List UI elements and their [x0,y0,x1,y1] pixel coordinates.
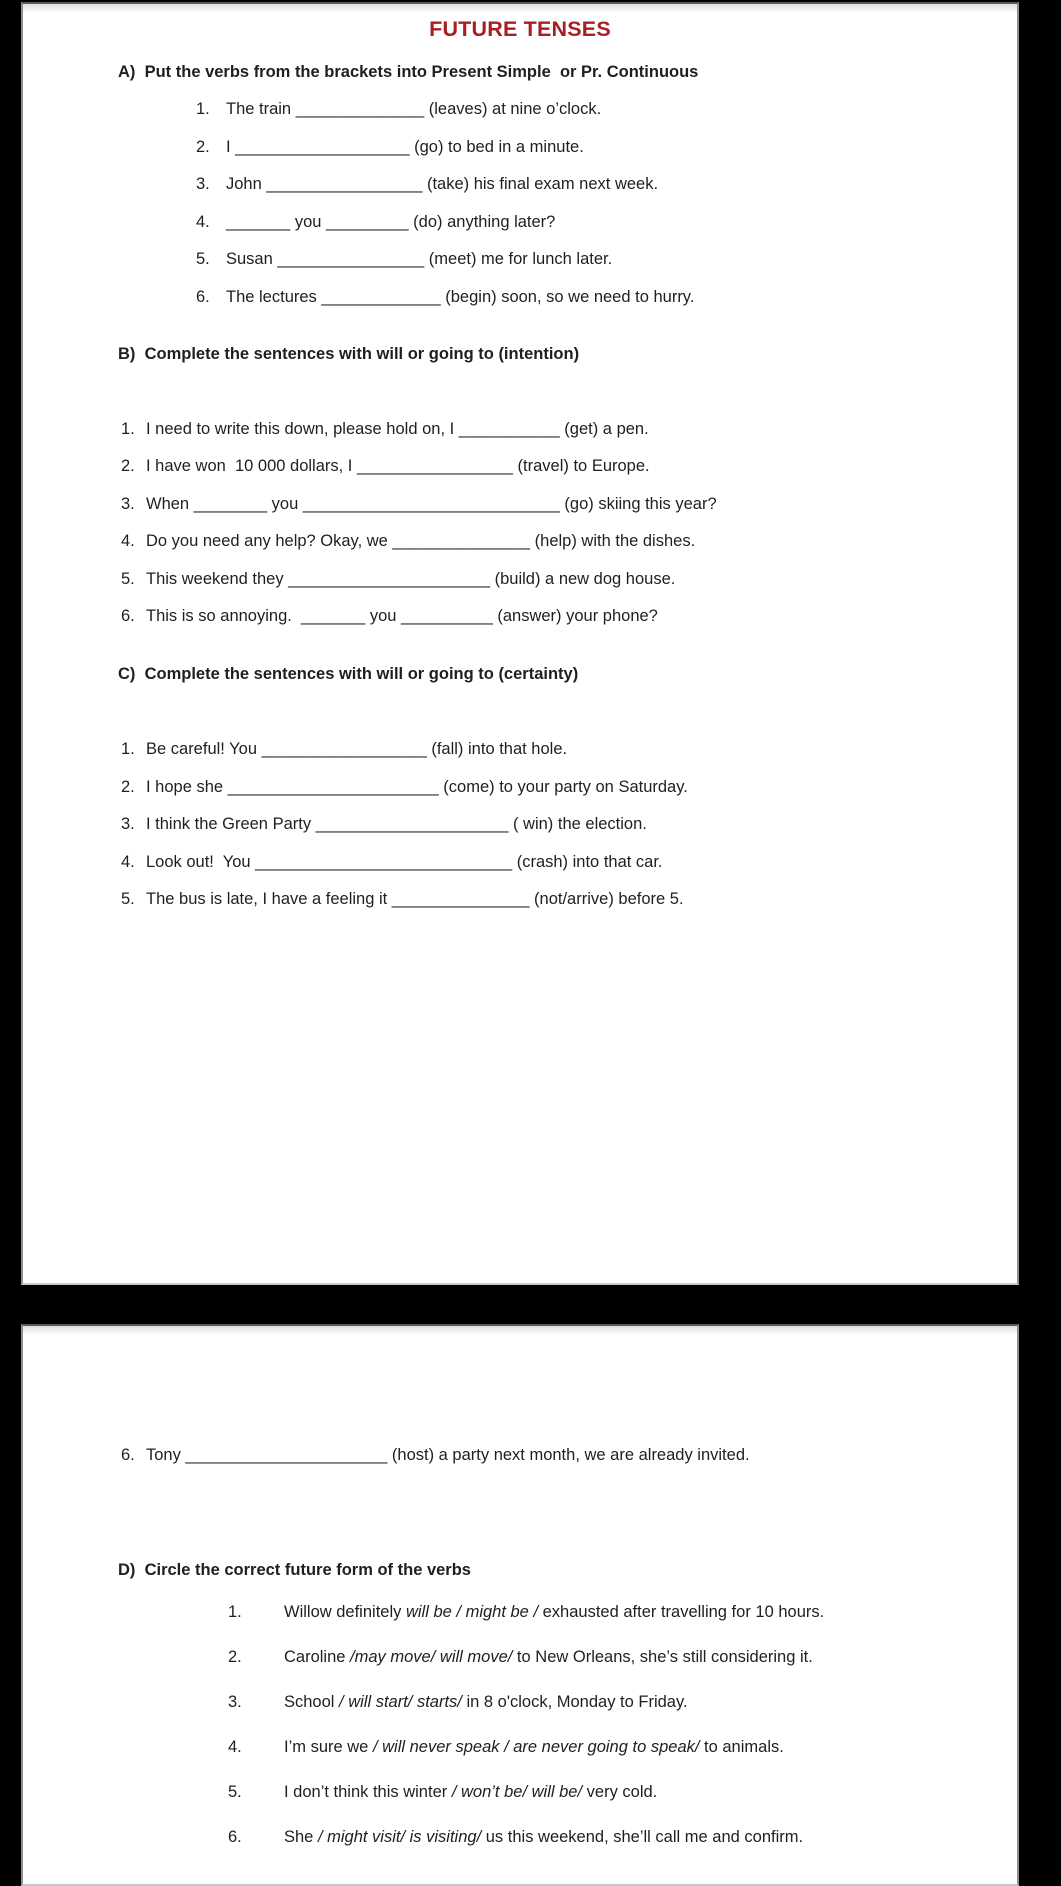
exercise-item-a-2 [196,137,1017,157]
page-1-content [23,62,1017,909]
sentence-text: I think the Green Party _____________________ ( win) the election. [146,815,647,833]
exercise-item-d-3 [228,1692,1017,1712]
answer-option-text: / might visit/ is visiting/ [317,1828,482,1846]
sentence-text: in 8 o'clock, Monday to Friday. [461,1693,688,1711]
exercise-item-b-2 [121,456,1017,476]
exercise-item-c6-6 [121,1445,1017,1465]
item-number: 5. [121,569,135,588]
sentence-text: Look out! You ____________________________ (crash) into that car. [146,852,663,871]
sentence-text: very cold. [582,1783,658,1801]
sentence-text: I have won 10 000 dollars, I _________________ (travel) to Europe. [146,457,650,475]
sentence-text: School [284,1693,340,1711]
item-number: 3. [121,815,135,833]
exercise-item-b-1 [121,419,1017,439]
item-number: 6. [121,607,135,625]
section-d [23,1560,1017,1847]
section-c-heading: C) Complete the sentences with will or going to (certainty) [118,665,579,683]
exercise-item-c-1 [121,739,1017,759]
section-c6 [23,1445,1017,1465]
item-text [146,852,663,872]
section-a [23,62,1017,307]
sentence-text: Be careful! You __________________ (fall) into that hole. [146,740,568,758]
exercise-item-b-5 [121,569,1017,589]
sentence-text: Susan ________________ (meet) me for lunch later. [226,250,613,268]
exercise-item-d-1 [228,1602,1017,1622]
exercise-item-c-5 [121,889,1017,909]
sentence-text: Tony ______________________ (host) a party next month, we are already invited. [146,1446,750,1464]
section-d-heading: D) Circle the correct future form of the verbs [118,1561,471,1579]
item-number: 5. [196,250,210,268]
item-text [284,1827,803,1847]
worksheet-page-2 [21,1324,1019,1886]
answer-option-text: / won’t be/ will be/ [451,1783,583,1801]
sentence-text: When ________ you ____________________________ (go) skiing this year? [146,494,717,513]
exercise-item-a-6 [196,287,1017,307]
worksheet-page-1 [21,2,1019,1285]
section-c [23,664,1017,909]
item-text [146,889,684,909]
exercise-item-d-6 [228,1827,1017,1847]
exercise-item-d-2 [228,1647,1017,1667]
exercise-item-c-3 [121,814,1017,834]
item-number: 3. [228,1693,242,1711]
sentence-text: exhausted after travelling for 10 hours. [538,1603,825,1621]
item-number: 2. [196,137,210,156]
sentence-text: Do you need any help? Okay, we _______________ (help) with the dishes. [146,532,696,550]
answer-option-text: / will never speak / are never going to speak/ [372,1738,700,1756]
sentence-text: _______ you _________ (do) anything later? [226,212,556,231]
item-text [146,739,567,759]
item-text [284,1737,784,1757]
item-text [284,1692,688,1712]
item-number: 1. [121,419,135,438]
sentence-text: us this weekend, she’ll call me and confirm. [481,1828,804,1846]
sentence-text: This is so annoying. _______ you __________ (answer) your phone? [146,607,658,625]
item-text [146,569,675,589]
sentence-text: The lectures _____________ (begin) soon, so we need to hurry. [226,287,695,306]
sentence-text: I hope she _______________________ (come) to your party on Saturday. [146,777,688,796]
item-number: 5. [121,890,135,908]
item-text [146,456,650,476]
item-text [226,99,601,119]
section-b [23,344,1017,627]
item-text [146,606,658,626]
sentence-text: The bus is late, I have a feeling it _______________ (not/arrive) before 5. [146,890,684,908]
exercise-item-a-5 [196,249,1017,269]
sentence-text: This weekend they ______________________ (build) a new dog house. [146,569,676,588]
answer-option-text: / will start/ starts/ [339,1693,462,1711]
sentence-text: She [284,1828,318,1846]
exercise-item-d-5 [228,1782,1017,1802]
exercise-item-c-2 [121,777,1017,797]
item-text [146,1445,750,1465]
item-text [146,777,688,797]
item-number: 4. [121,852,135,871]
sentence-text: I’m sure we [284,1738,373,1756]
answer-option-text: /may move/ will move/ [350,1648,513,1666]
sentence-text: Caroline [284,1648,351,1666]
item-number: 3. [196,175,210,193]
sentence-text: to animals. [699,1738,784,1756]
item-number: 3. [121,494,135,513]
item-text [226,287,694,307]
item-number: 5. [228,1783,242,1801]
item-text [146,419,649,439]
item-text [226,137,584,157]
item-text [146,494,717,514]
answer-option-text: will be / might be / [405,1603,539,1621]
exercise-item-b-3 [121,494,1017,514]
item-text [284,1647,813,1667]
item-text [146,531,695,551]
item-number: 1. [121,740,135,758]
item-number: 6. [121,1446,135,1464]
exercise-item-a-3 [196,174,1017,194]
section-b-heading: B) Complete the sentences with will or going to (intention) [118,344,580,363]
item-text [226,249,612,269]
item-text [284,1782,657,1802]
item-text [226,174,658,194]
item-number: 1. [228,1603,242,1621]
exercise-item-a-4 [196,212,1017,232]
item-number: 2. [121,457,135,475]
item-number: 4. [121,532,135,550]
sentence-text: I ___________________ (go) to bed in a minute. [226,137,584,156]
sentence-text: Willow definitely [284,1603,406,1621]
item-number: 4. [228,1738,242,1756]
sentence-text: I don’t think this winter [284,1783,452,1801]
item-text [284,1602,824,1622]
item-number: 2. [121,777,135,796]
exercise-item-b-6 [121,606,1017,626]
item-number: 6. [196,287,210,306]
item-text [146,814,647,834]
page-2-content [23,1445,1017,1847]
sentence-text: John _________________ (take) his final exam next week. [226,175,659,193]
section-a-heading: A) Put the verbs from the brackets into Present Simple or Pr. Continuous [118,63,699,81]
sentence-text: to New Orleans, she’s still considering it. [512,1648,813,1666]
item-text [226,212,555,232]
exercise-item-c-4 [121,852,1017,872]
item-number: 2. [228,1648,242,1666]
worksheet-title: FUTURE TENSES [429,17,611,41]
item-number: 6. [228,1828,242,1846]
sentence-text: The train ______________ (leaves) at nine o’clock. [226,100,602,118]
exercise-item-a-1 [196,99,1017,119]
sentence-text: I need to write this down, please hold on, I ___________ (get) a pen. [146,419,649,438]
exercise-item-d-4 [228,1737,1017,1757]
item-number: 1. [196,100,210,118]
item-number: 4. [196,212,210,231]
exercise-item-b-4 [121,531,1017,551]
